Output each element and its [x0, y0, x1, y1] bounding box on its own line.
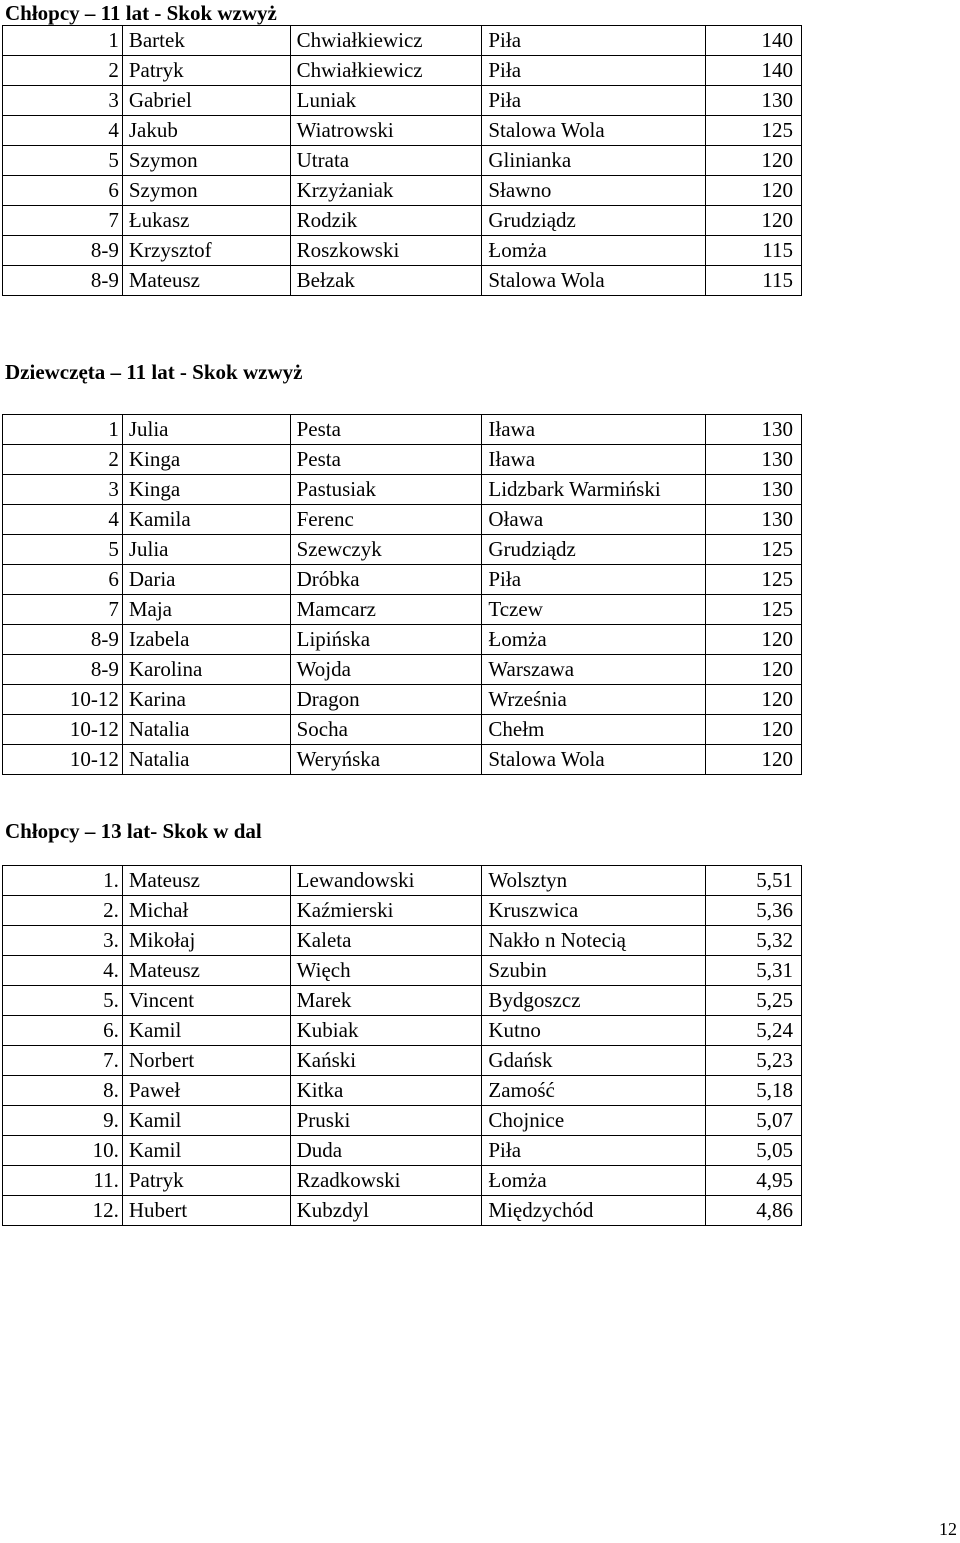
town-cell: Międzychód: [482, 1196, 706, 1226]
last-name-cell: Kański: [290, 1046, 482, 1076]
place-cell: 6.: [3, 1016, 123, 1046]
place-cell: 6: [3, 565, 123, 595]
last-name-cell: Lipińska: [290, 625, 482, 655]
place-cell: 3.: [3, 926, 123, 956]
table-row: [3, 176, 802, 206]
town-cell: Piła: [482, 565, 706, 595]
result-cell: 120: [706, 745, 802, 775]
place-cell: 2: [3, 56, 123, 86]
first-name-cell: Julia: [122, 415, 290, 445]
table-row: [3, 206, 802, 236]
place-cell: 1: [3, 26, 123, 56]
first-name-cell: Mikołaj: [122, 926, 290, 956]
place-cell: 3: [3, 86, 123, 116]
last-name-cell: Roszkowski: [290, 236, 482, 266]
town-cell: Oława: [482, 505, 706, 535]
town-cell: Kutno: [482, 1016, 706, 1046]
result-cell: 115: [706, 266, 802, 296]
last-name-cell: Krzyżaniak: [290, 176, 482, 206]
last-name-cell: Dróbka: [290, 565, 482, 595]
result-cell: 5,51: [706, 866, 802, 896]
town-cell: Iława: [482, 445, 706, 475]
table-row: [3, 655, 802, 685]
last-name-cell: Więch: [290, 956, 482, 986]
result-cell: 130: [706, 505, 802, 535]
last-name-cell: Rodzik: [290, 206, 482, 236]
last-name-cell: Mamcarz: [290, 595, 482, 625]
result-cell: 120: [706, 206, 802, 236]
first-name-cell: Krzysztof: [122, 236, 290, 266]
last-name-cell: Szewczyk: [290, 535, 482, 565]
last-name-cell: Socha: [290, 715, 482, 745]
town-cell: Września: [482, 685, 706, 715]
last-name-cell: Utrata: [290, 146, 482, 176]
first-name-cell: Mateusz: [122, 266, 290, 296]
last-name-cell: Rzadkowski: [290, 1166, 482, 1196]
first-name-cell: Hubert: [122, 1196, 290, 1226]
table-row: [3, 866, 802, 896]
last-name-cell: Marek: [290, 986, 482, 1016]
table-row: [3, 1136, 802, 1166]
table-row: [3, 715, 802, 745]
first-name-cell: Michał: [122, 896, 290, 926]
table-row: [3, 986, 802, 1016]
town-cell: Zamość: [482, 1076, 706, 1106]
section-title-girls-11-high-jump: Dziewczęta – 11 lat - Skok wzwyż: [5, 360, 303, 384]
last-name-cell: Pesta: [290, 415, 482, 445]
last-name-cell: Kitka: [290, 1076, 482, 1106]
town-cell: Iława: [482, 415, 706, 445]
page-number: 12: [939, 1519, 957, 1539]
table-row: [3, 56, 802, 86]
place-cell: 7: [3, 206, 123, 236]
last-name-cell: Kubiak: [290, 1016, 482, 1046]
town-cell: Łomża: [482, 625, 706, 655]
result-cell: 5,23: [706, 1046, 802, 1076]
town-cell: Chojnice: [482, 1106, 706, 1136]
section-title-boys-13-long-jump: Chłopcy – 13 lat- Skok w dal: [5, 819, 262, 843]
place-cell: 10-12: [3, 685, 123, 715]
town-cell: Grudziądz: [482, 206, 706, 236]
last-name-cell: Wojda: [290, 655, 482, 685]
first-name-cell: Paweł: [122, 1076, 290, 1106]
last-name-cell: Pesta: [290, 445, 482, 475]
table-row: [3, 1076, 802, 1106]
result-cell: 120: [706, 625, 802, 655]
table-row: [3, 116, 802, 146]
first-name-cell: Kamil: [122, 1106, 290, 1136]
town-cell: Chełm: [482, 715, 706, 745]
last-name-cell: Kubzdyl: [290, 1196, 482, 1226]
first-name-cell: Daria: [122, 565, 290, 595]
place-cell: 5.: [3, 986, 123, 1016]
first-name-cell: Maja: [122, 595, 290, 625]
first-name-cell: Szymon: [122, 146, 290, 176]
result-cell: 120: [706, 146, 802, 176]
result-cell: 5,32: [706, 926, 802, 956]
town-cell: Piła: [482, 56, 706, 86]
result-cell: 130: [706, 86, 802, 116]
result-cell: 4,95: [706, 1166, 802, 1196]
result-cell: 125: [706, 116, 802, 146]
result-cell: 5,07: [706, 1106, 802, 1136]
place-cell: 4: [3, 116, 123, 146]
last-name-cell: Dragon: [290, 685, 482, 715]
place-cell: 9.: [3, 1106, 123, 1136]
place-cell: 8.: [3, 1076, 123, 1106]
result-cell: 125: [706, 595, 802, 625]
first-name-cell: Kamil: [122, 1016, 290, 1046]
table-row: [3, 505, 802, 535]
results-table-girls-11-high-jump: [2, 414, 802, 775]
table-row: [3, 26, 802, 56]
table-row: [3, 445, 802, 475]
last-name-cell: Ferenc: [290, 505, 482, 535]
result-cell: 5,24: [706, 1016, 802, 1046]
first-name-cell: Mateusz: [122, 866, 290, 896]
place-cell: 10.: [3, 1136, 123, 1166]
result-cell: 5,25: [706, 986, 802, 1016]
result-cell: 4,86: [706, 1196, 802, 1226]
last-name-cell: Pruski: [290, 1106, 482, 1136]
result-cell: 125: [706, 535, 802, 565]
town-cell: Piła: [482, 86, 706, 116]
last-name-cell: Kaleta: [290, 926, 482, 956]
result-cell: 5,31: [706, 956, 802, 986]
town-cell: Łomża: [482, 1166, 706, 1196]
last-name-cell: Chwiałkiewicz: [290, 56, 482, 86]
last-name-cell: Weryńska: [290, 745, 482, 775]
table-row: [3, 475, 802, 505]
table-row: [3, 1016, 802, 1046]
table-row: [3, 565, 802, 595]
table-row: [3, 1166, 802, 1196]
place-cell: 10-12: [3, 715, 123, 745]
last-name-cell: Duda: [290, 1136, 482, 1166]
table-row: [3, 1106, 802, 1136]
place-cell: 4.: [3, 956, 123, 986]
first-name-cell: Karina: [122, 685, 290, 715]
place-cell: 3: [3, 475, 123, 505]
last-name-cell: Bełzak: [290, 266, 482, 296]
town-cell: Grudziądz: [482, 535, 706, 565]
first-name-cell: Gabriel: [122, 86, 290, 116]
table-row: [3, 535, 802, 565]
result-cell: 120: [706, 685, 802, 715]
place-cell: 10-12: [3, 745, 123, 775]
results-table-boys-13-long-jump: [2, 865, 802, 1226]
place-cell: 1: [3, 415, 123, 445]
result-cell: 115: [706, 236, 802, 266]
first-name-cell: Kinga: [122, 475, 290, 505]
first-name-cell: Julia: [122, 535, 290, 565]
town-cell: Piła: [482, 26, 706, 56]
table-row: [3, 86, 802, 116]
first-name-cell: Vincent: [122, 986, 290, 1016]
place-cell: 2.: [3, 896, 123, 926]
first-name-cell: Patryk: [122, 1166, 290, 1196]
town-cell: Wolsztyn: [482, 866, 706, 896]
town-cell: Lidzbark Warmiński: [482, 475, 706, 505]
town-cell: Szubin: [482, 956, 706, 986]
first-name-cell: Patryk: [122, 56, 290, 86]
town-cell: Nakło n Notecią: [482, 926, 706, 956]
last-name-cell: Pastusiak: [290, 475, 482, 505]
first-name-cell: Izabela: [122, 625, 290, 655]
first-name-cell: Łukasz: [122, 206, 290, 236]
place-cell: 8-9: [3, 625, 123, 655]
table-row: [3, 956, 802, 986]
result-cell: 130: [706, 475, 802, 505]
result-cell: 130: [706, 445, 802, 475]
first-name-cell: Kamil: [122, 1136, 290, 1166]
town-cell: Bydgoszcz: [482, 986, 706, 1016]
first-name-cell: Karolina: [122, 655, 290, 685]
town-cell: Sławno: [482, 176, 706, 206]
town-cell: Glinianka: [482, 146, 706, 176]
town-cell: Tczew: [482, 595, 706, 625]
table-row: [3, 1046, 802, 1076]
place-cell: 1.: [3, 866, 123, 896]
first-name-cell: Natalia: [122, 715, 290, 745]
last-name-cell: Wiatrowski: [290, 116, 482, 146]
town-cell: Piła: [482, 1136, 706, 1166]
result-cell: 130: [706, 415, 802, 445]
first-name-cell: Natalia: [122, 745, 290, 775]
first-name-cell: Kinga: [122, 445, 290, 475]
first-name-cell: Jakub: [122, 116, 290, 146]
result-cell: 5,36: [706, 896, 802, 926]
first-name-cell: Kamila: [122, 505, 290, 535]
place-cell: 7.: [3, 1046, 123, 1076]
place-cell: 11.: [3, 1166, 123, 1196]
town-cell: Gdańsk: [482, 1046, 706, 1076]
result-cell: 120: [706, 176, 802, 206]
town-cell: Stalowa Wola: [482, 266, 706, 296]
table-row: [3, 685, 802, 715]
result-cell: 5,18: [706, 1076, 802, 1106]
last-name-cell: Lewandowski: [290, 866, 482, 896]
table-row: [3, 146, 802, 176]
section-title-boys-11-high-jump: Chłopcy – 11 lat - Skok wzwyż: [5, 1, 277, 25]
town-cell: Łomża: [482, 236, 706, 266]
first-name-cell: Szymon: [122, 176, 290, 206]
first-name-cell: Bartek: [122, 26, 290, 56]
results-table-boys-11-high-jump: [2, 25, 802, 296]
last-name-cell: Luniak: [290, 86, 482, 116]
result-cell: 140: [706, 26, 802, 56]
place-cell: 4: [3, 505, 123, 535]
town-cell: Kruszwica: [482, 896, 706, 926]
place-cell: 8-9: [3, 655, 123, 685]
place-cell: 8-9: [3, 236, 123, 266]
result-cell: 140: [706, 56, 802, 86]
place-cell: 7: [3, 595, 123, 625]
first-name-cell: Norbert: [122, 1046, 290, 1076]
table-row: [3, 236, 802, 266]
table-row: [3, 896, 802, 926]
table-row: [3, 625, 802, 655]
table-row: [3, 1196, 802, 1226]
last-name-cell: Kaźmierski: [290, 896, 482, 926]
table-row: [3, 745, 802, 775]
table-row: [3, 415, 802, 445]
place-cell: 2: [3, 445, 123, 475]
last-name-cell: Chwiałkiewicz: [290, 26, 482, 56]
result-cell: 125: [706, 565, 802, 595]
town-cell: Stalowa Wola: [482, 116, 706, 146]
table-row: [3, 266, 802, 296]
table-row: [3, 595, 802, 625]
place-cell: 6: [3, 176, 123, 206]
result-cell: 5,05: [706, 1136, 802, 1166]
table-row: [3, 926, 802, 956]
result-cell: 120: [706, 655, 802, 685]
place-cell: 5: [3, 535, 123, 565]
town-cell: Warszawa: [482, 655, 706, 685]
result-cell: 120: [706, 715, 802, 745]
place-cell: 8-9: [3, 266, 123, 296]
town-cell: Stalowa Wola: [482, 745, 706, 775]
place-cell: 5: [3, 146, 123, 176]
first-name-cell: Mateusz: [122, 956, 290, 986]
place-cell: 12.: [3, 1196, 123, 1226]
